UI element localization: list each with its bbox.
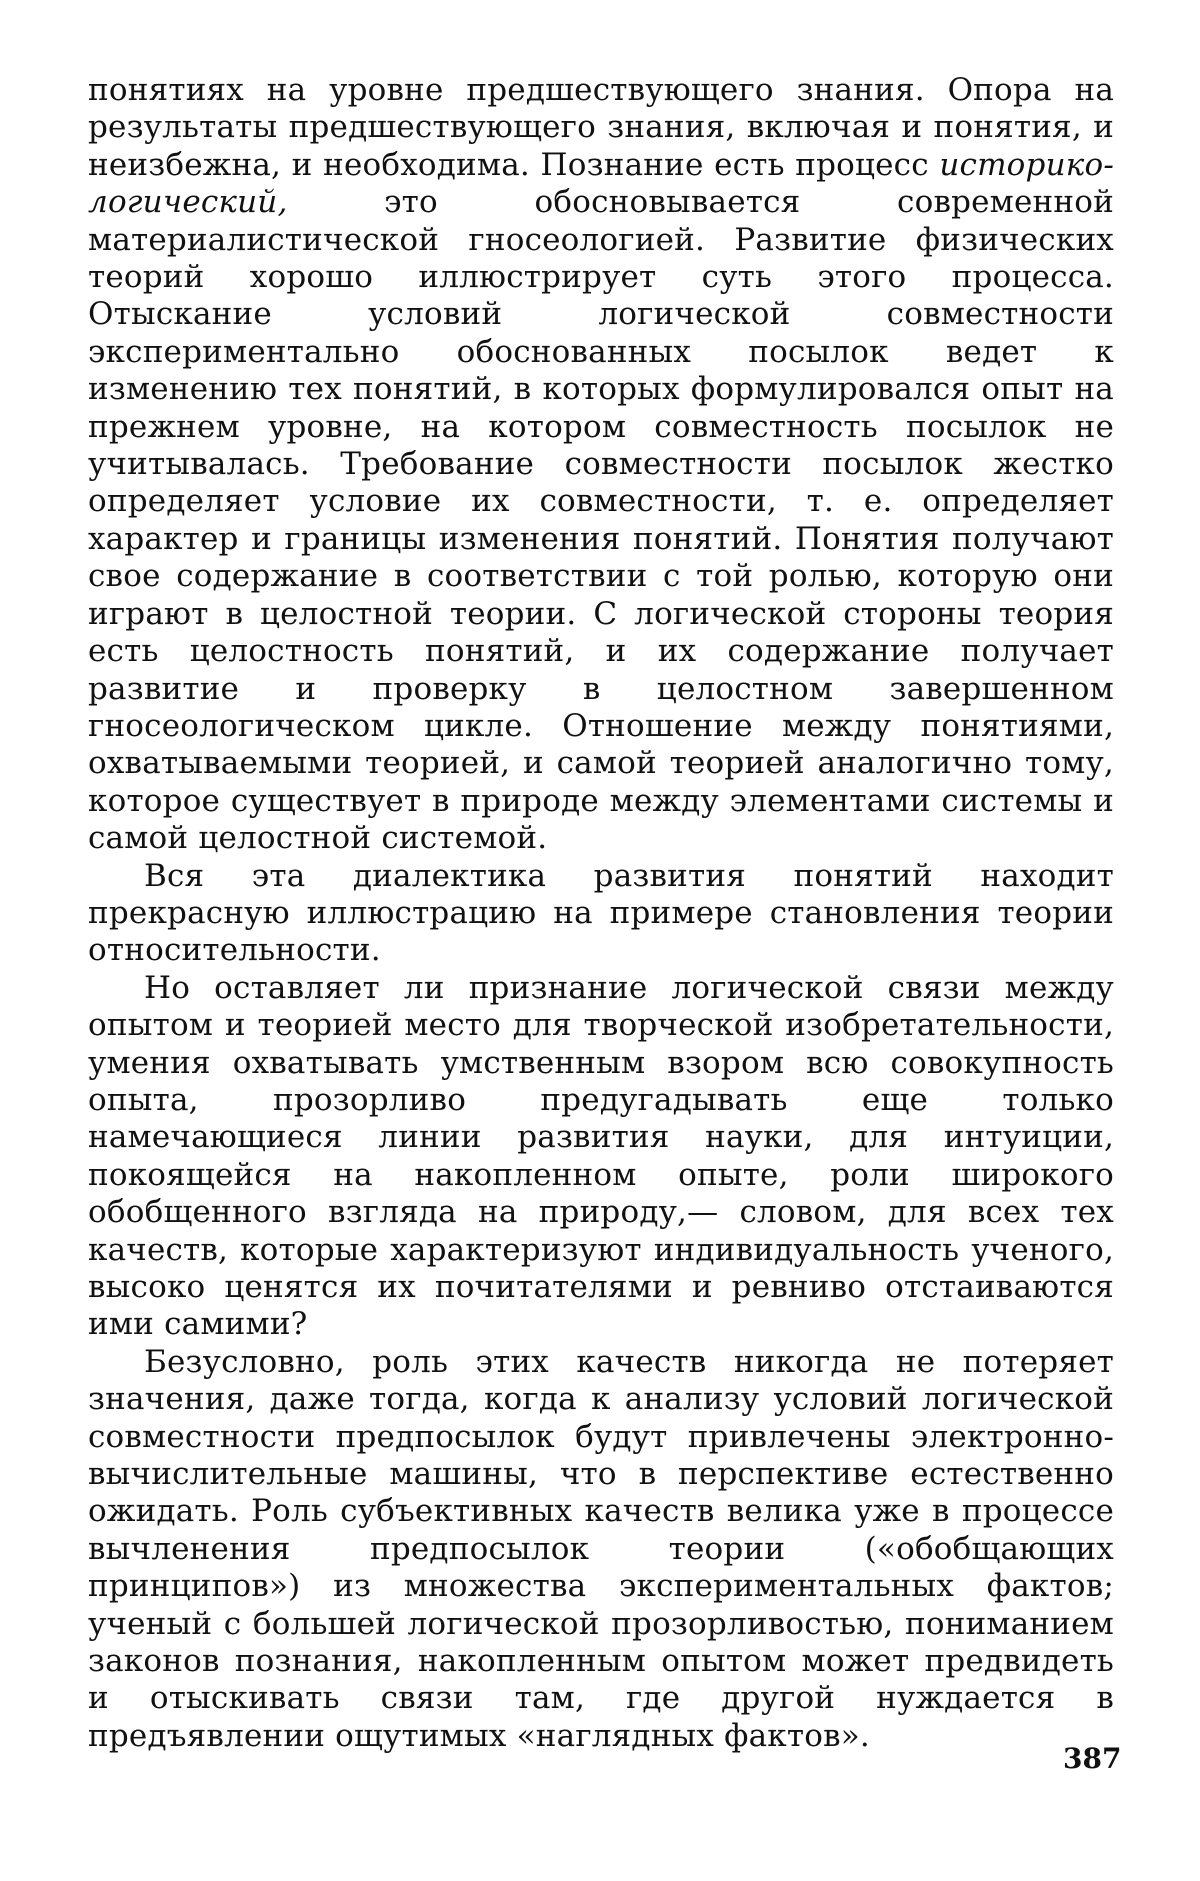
paragraph-3: Но оставляет ли признание логической связи между опытом и теорией место для творческой изобретательности, умения охватывать умственным взором всю совокупность опыта, прозорливо предугадывать еще только намечающиеся линии развития науки, для интуиции, покоящейся на накопленном опыте, роли широкого обобщенного взгляда на природу,— словом, для всех тех качеств, которые характеризуют индивидуальность ученого, высоко ценятся их почитателями и ревниво отстаиваются ими самими? (88, 969, 1114, 1343)
paragraph-1-italic-term: историко-логический, (88, 146, 1114, 221)
paragraph-2: Вся эта диалектика развития понятий находит прекрасную иллюстрацию на примере становления теории относительности. (88, 857, 1114, 969)
paragraph-1 (88, 72, 1114, 858)
paragraph-1-text-end: это обосновывается современной материалистической гносеологией. Развитие физических теорий хорошо иллюстрирует суть этого процесса. Отыскание условий логической совместности экспериментально обоснованных посылок ведет к изменению тех понятий, в которых формулировался опыт на прежнем уровне, на котором совместность посылок не учитывалась. Требование совместности посылок жестко определяет условие их совместности, т. е. определяет характер и границы изменения понятий. Понятия получают свое содержание в соответствии с той ролью, которую они играют в целостной теории. С логической стороны теория есть целостность понятий, и их содержание получает развитие и проверку в целостном завершенном гносеологическом цикле. Отношение между понятиями, охватываемыми теорией, и самой теорией аналогично тому, которое существует в природе между элементами системы и самой целостной системой. (88, 184, 1114, 857)
paragraph-1-text-start: понятиях на уровне предшествующего знания. Опора на результаты предшествующего знания, включая и понятия, и неизбежна, и необходима. Познание есть процесс (88, 72, 1114, 183)
page-number: 387 (1063, 1742, 1122, 1775)
page-body (88, 72, 1114, 1755)
paragraph-4: Безусловно, роль этих качеств никогда не потеряет значения, даже тогда, когда к анализу условий логической совместности предпосылок будут привлечены электронно-вычислительные машины, что в перспективе естественно ожидать. Роль субъективных качеств велика уже в процессе вычленения предпосылок теории («обобщающих принципов») из множества экспериментальных фактов; ученый с большей логической прозорливостью, пониманием законов познания, накопленным опытом может предвидеть и отыскивать связи там, где другой нуждается в предъявлении ощутимых «наглядных фактов». (88, 1343, 1114, 1754)
